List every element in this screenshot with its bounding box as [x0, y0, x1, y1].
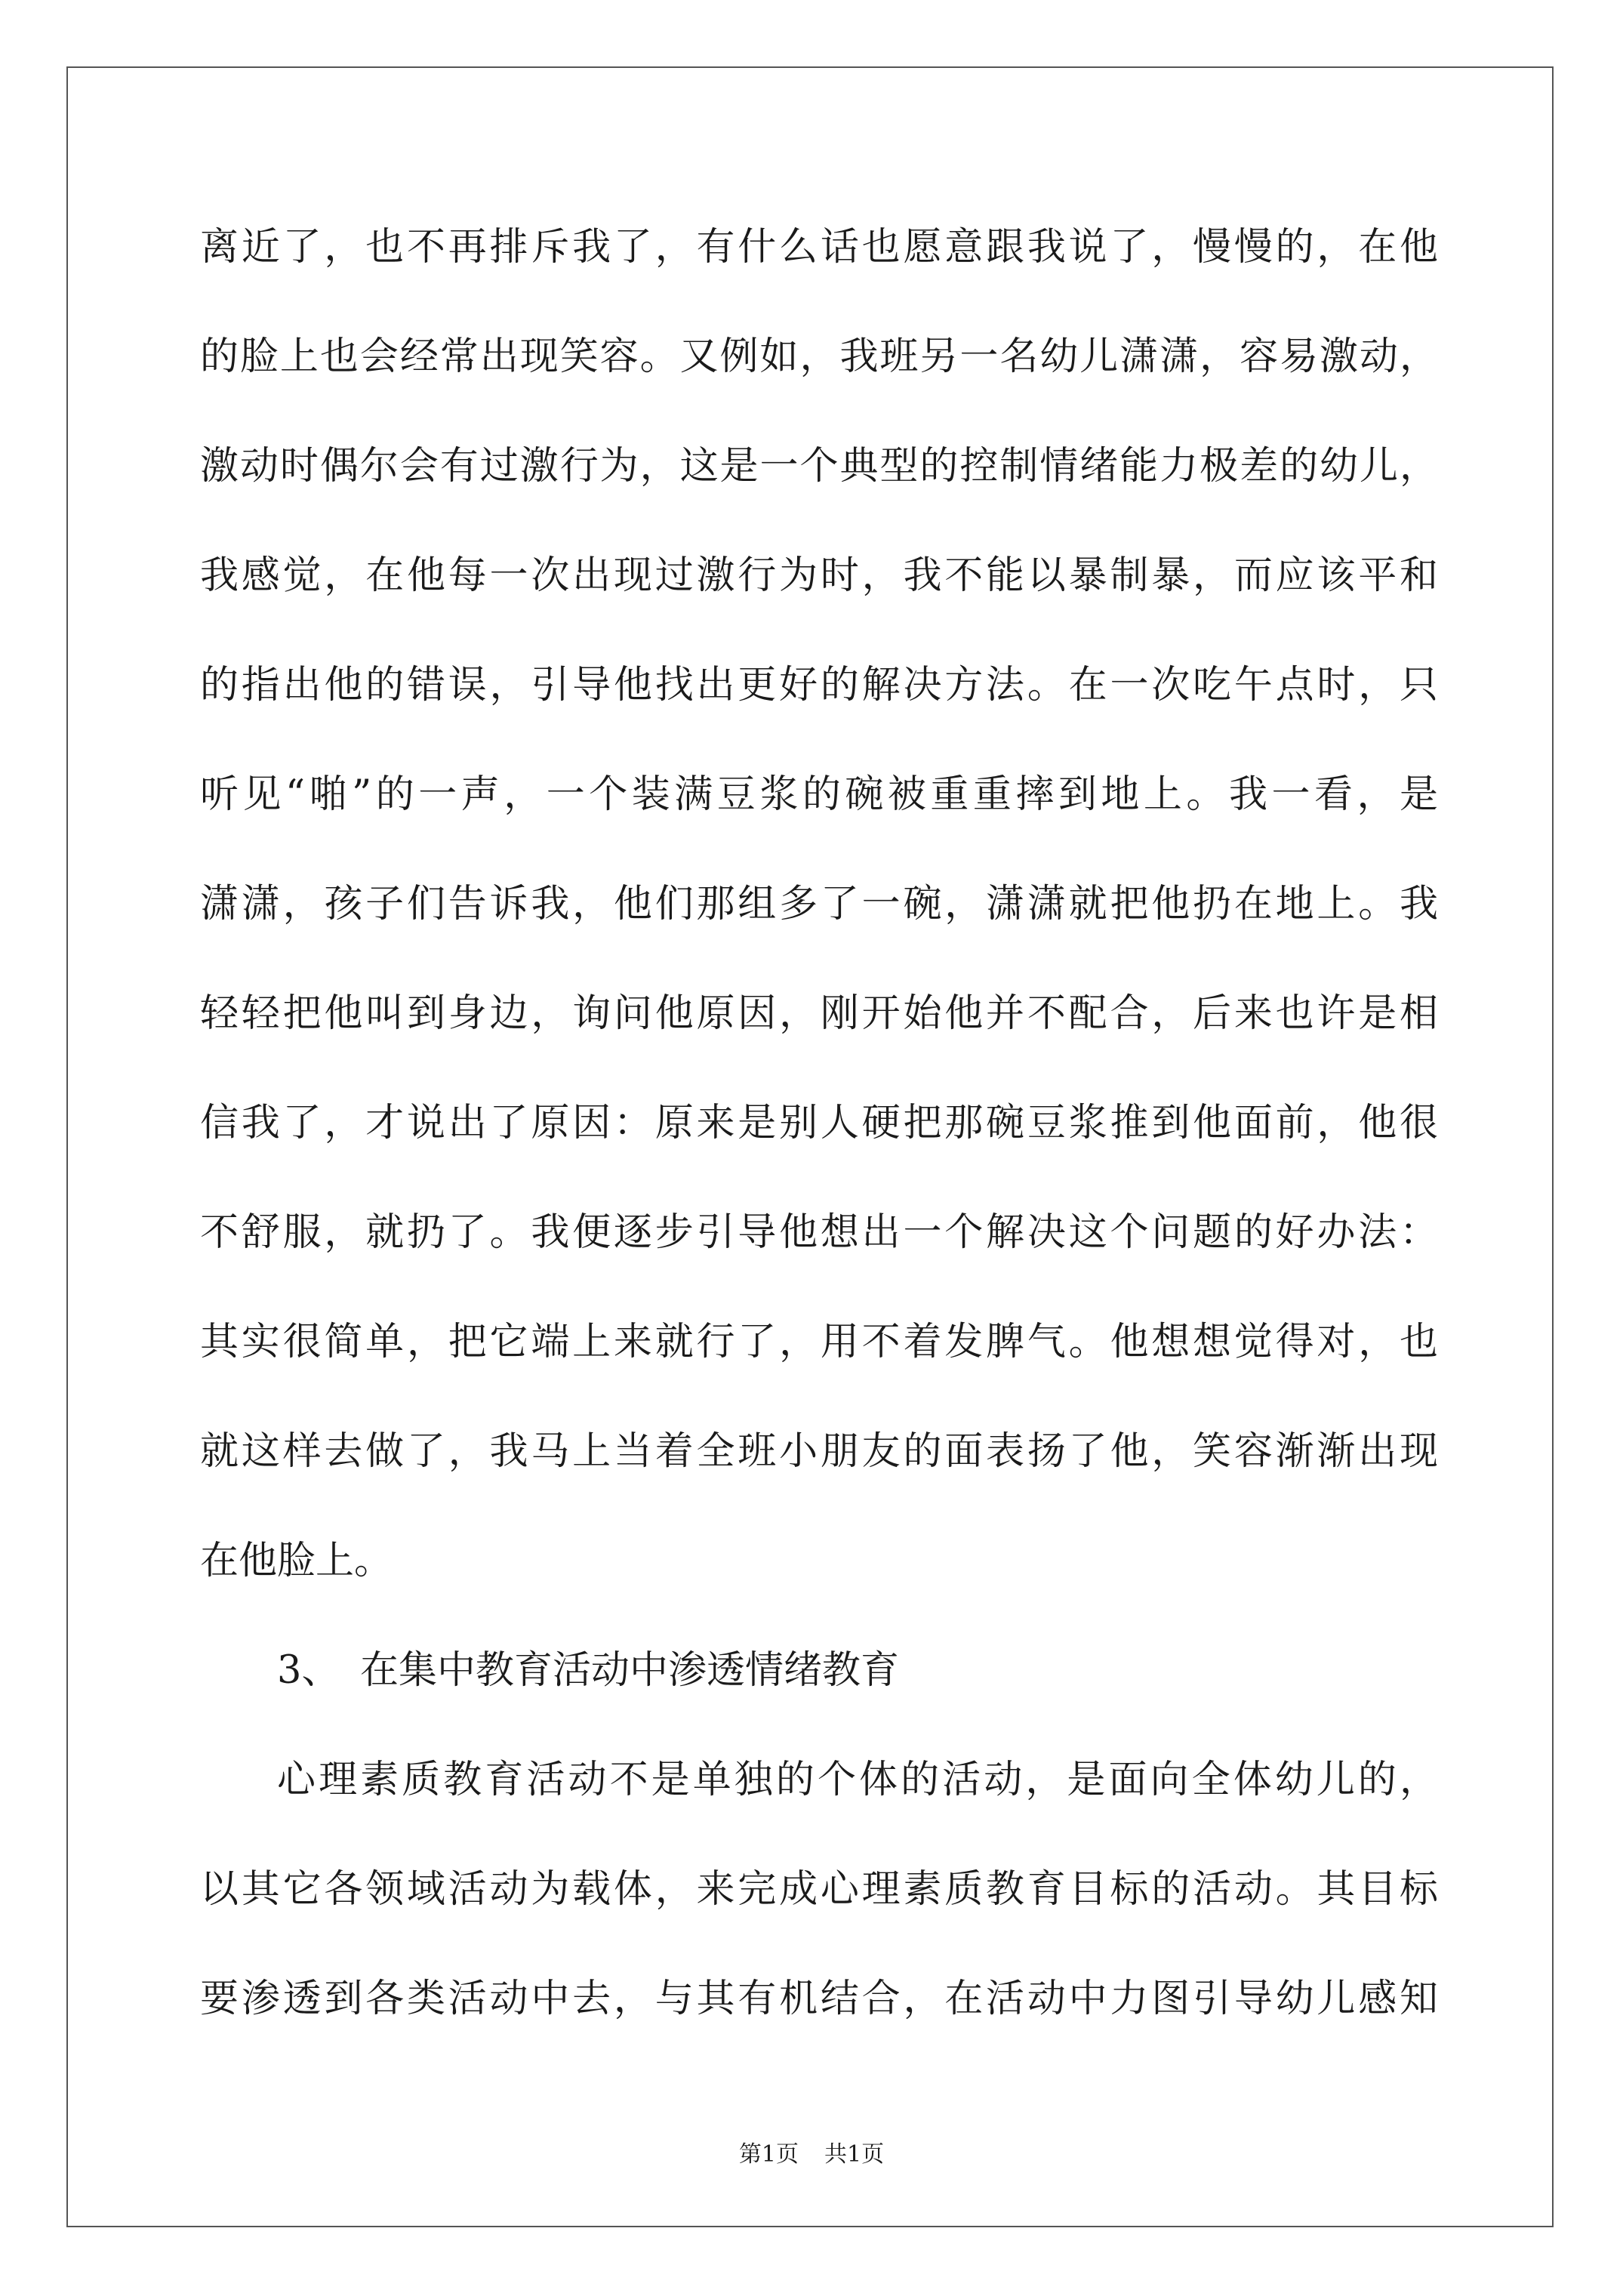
- text-line: 我感觉，在他每一次出现过激行为时，我不能以暴制暴，而应该平和: [200, 553, 1438, 598]
- text-line: 的脸上也会经常出现笑容。又例如，我班另一名幼儿潇潇，容易激动，: [200, 334, 1438, 379]
- text-line: 轻轻把他叫到身边，询问他原因，刚开始他并不配合，后来也许是相: [200, 991, 1438, 1036]
- text-line: 听见“啪”的一声，一个装满豆浆的碗被重重摔到地上。我一看，是: [200, 772, 1438, 817]
- text-line: 以其它各领域活动为载体，来完成心理素质教育目标的活动。其目标: [200, 1867, 1438, 1912]
- text-line: 离近了，也不再排斥我了，有什么话也愿意跟我说了，慢慢的，在他: [200, 225, 1438, 270]
- document-body: [200, 217, 1438, 2079]
- page-total: 共1页: [824, 2141, 885, 2168]
- text-line: 的指出他的错误，引导他找出更好的解决方法。在一次吃午点时，只: [200, 663, 1438, 707]
- text-line: 激动时偶尔会有过激行为，这是一个典型的控制情绪能力极差的幼儿，: [200, 444, 1438, 488]
- section-heading: [200, 1641, 1438, 1750]
- text-line: 潇潇，孩子们告诉我，他们那组多了一碗，潇潇就把他扔在地上。我: [200, 882, 1438, 926]
- text-line: 不舒服，就扔了。我便逐步引导他想出一个解决这个问题的好办法：: [200, 1210, 1438, 1255]
- text-line: 其实很简单，把它端上来就行了，用不着发脾气。他想想觉得对，也: [200, 1320, 1438, 1364]
- section-title: 在集中教育活动中渗透情绪教育: [360, 1648, 900, 1693]
- text-line: 心理素质教育活动不是单独的个体的活动，是面向全体幼儿的，: [277, 1758, 1438, 1802]
- page-footer: [0, 2135, 1623, 2168]
- section-number: 3、: [277, 1648, 340, 1693]
- text-line: 就这样去做了，我马上当着全班小朋友的面表扬了他，笑容渐渐出现: [200, 1429, 1438, 1474]
- text-line: 在他脸上。: [200, 1539, 393, 1583]
- page-number: 第1页: [738, 2141, 799, 2168]
- text-line: 要渗透到各类活动中去，与其有机结合，在活动中力图引导幼儿感知: [200, 1977, 1438, 2021]
- text-line: 信我了，才说出了原因：原来是别人硬把那碗豆浆推到他面前，他很: [200, 1101, 1438, 1145]
